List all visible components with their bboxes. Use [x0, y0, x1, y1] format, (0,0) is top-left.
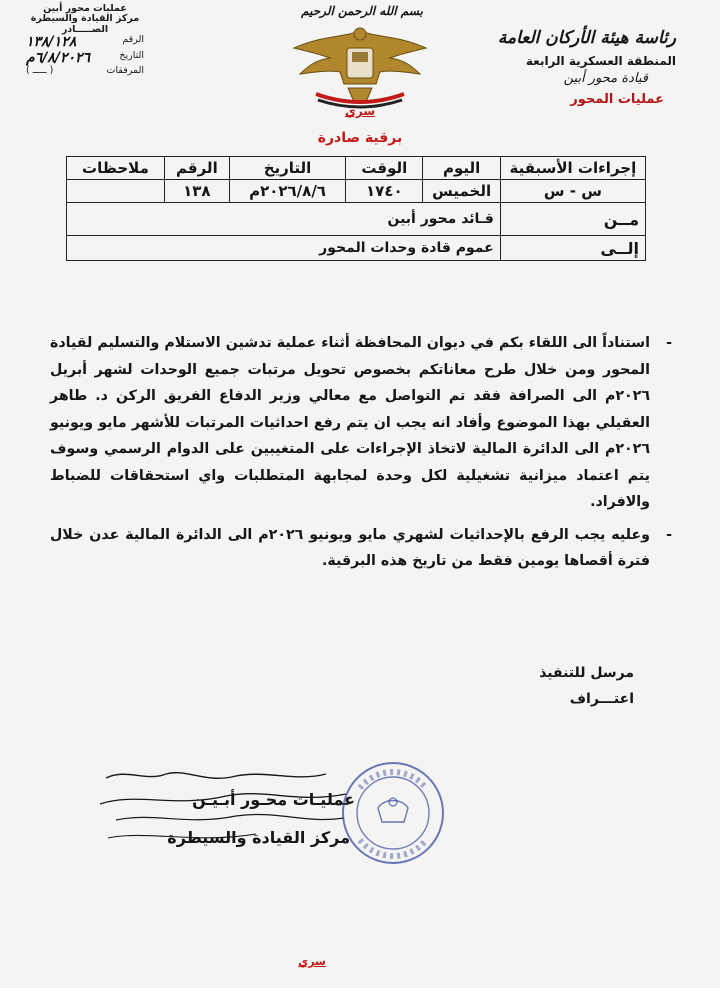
value-priority: س - س — [500, 180, 645, 203]
acknowledgement: اعتـــراف — [569, 691, 634, 707]
header-date: التاريخ — [229, 157, 345, 180]
signature-line-1: عمليـات محـور أبـيـن — [192, 790, 355, 809]
table-values-row — [67, 180, 646, 203]
ref-attachments-label: المرفقات — [106, 65, 144, 77]
table-to-row — [67, 236, 646, 261]
ref-date-row — [26, 51, 144, 66]
header-priority: إجراءات الأسبقية — [500, 157, 645, 180]
table-header-row — [67, 157, 646, 180]
dispatch-table — [66, 156, 646, 261]
header-number: الرقم — [164, 157, 229, 180]
paragraph-2-text: وعليه يجب الرفع بالإحداثيات لشهري مايو ويونيو ٢٠٢٦م الى الدائرة المالية عدن خلال فترة أقصاها يومين فقط من تاريخ هذه البرقية. — [50, 526, 650, 569]
reference-stamp — [26, 4, 144, 77]
from-label: مــن — [500, 203, 645, 236]
ref-number-label: الرقم — [122, 34, 144, 46]
bullet-dash-2: - — [666, 526, 672, 543]
value-day: الخميس — [423, 180, 500, 203]
closing-block — [539, 660, 634, 712]
signature-line-2: مركز القيادة والسيطرة — [167, 828, 350, 847]
bullet-dash-1: - — [666, 335, 672, 351]
ref-number-value: ١٣٨/١٢٨ — [26, 34, 77, 51]
yemen-eagle-emblem-icon — [286, 18, 434, 110]
ref-date-value: ٦/٨/٢٠٢٦م — [26, 49, 91, 66]
paragraph-1-text: استناداً الى اللقاء بكم في ديوان المحافظة أثناء عملية تدشين الاستلام والتسليم لقيادة المحور ومن خلال طرح معاناتكم بخصوص تحويل مرتبات جميع الوحدات لشهر أبريل ٢٠٢٦م الى الصرافة فقد تم التواصل مع معالي وزير الدفاع الفريق الركن د. طاهر العقيلي بهذا الموضوع وأفاد انه يجب ان يتم رفع احداثيات المرتبات للأشهر مايو ويونيو ٢٠٢٦م الى الدائرة المالية لاتخاذ الإجراءات على المتغيبين على الدوام الرسمي وسوف يتم اعتماد ميزانية تشغيلية لكل وحدة لمجابهة المتطلبات واي استحقاقات للضباط والافراد. — [50, 335, 650, 510]
from-value: قـائد محور أبين — [67, 203, 501, 236]
ref-line-2: مركز القيادة والسيطرة — [30, 13, 140, 25]
paragraph-2 — [50, 522, 672, 575]
header-line-1: رئاسة هيئة الأركان العامة — [497, 28, 676, 48]
sent-for-execution: مرسل للتنفيذ — [539, 665, 634, 681]
message-body — [50, 330, 672, 575]
classification-bottom: سري — [298, 955, 326, 968]
document-title: برقية صادرة — [317, 130, 403, 146]
table-from-row — [67, 203, 646, 236]
ref-line-3: الصـــــادر — [61, 23, 109, 35]
header-day: اليوم — [423, 157, 500, 180]
bismillah: بسم الله الرحمن الرحيم — [301, 4, 423, 18]
ref-number-row — [26, 35, 144, 50]
header-line-4: عمليات المحور — [570, 92, 664, 107]
to-value: عموم قادة وحدات المحور — [67, 236, 501, 261]
value-date: ٢٠٢٦/٨/٦م — [229, 180, 345, 203]
paragraph-1 — [50, 330, 672, 516]
to-label: إلــى — [500, 236, 645, 261]
official-stamp-icon — [338, 758, 448, 868]
header-line-2: المنطقة العسكرية الرابعة — [525, 54, 676, 68]
ref-attachments-value: ( ـــــ ) — [26, 65, 54, 77]
header-time: الوقت — [346, 157, 423, 180]
header-authority — [476, 28, 676, 107]
value-time: ١٧٤٠ — [346, 180, 423, 203]
value-notes — [67, 180, 165, 203]
header-notes: ملاحظات — [67, 157, 165, 180]
value-number: ١٣٨ — [164, 180, 229, 203]
ref-date-label: التاريخ — [119, 49, 144, 61]
ref-line-1: عمليات محور أبين — [43, 3, 127, 14]
classification-top: سري — [344, 104, 376, 118]
header-line-3: قيادة محور أبين — [563, 71, 648, 86]
ref-attachments-row — [26, 66, 144, 76]
